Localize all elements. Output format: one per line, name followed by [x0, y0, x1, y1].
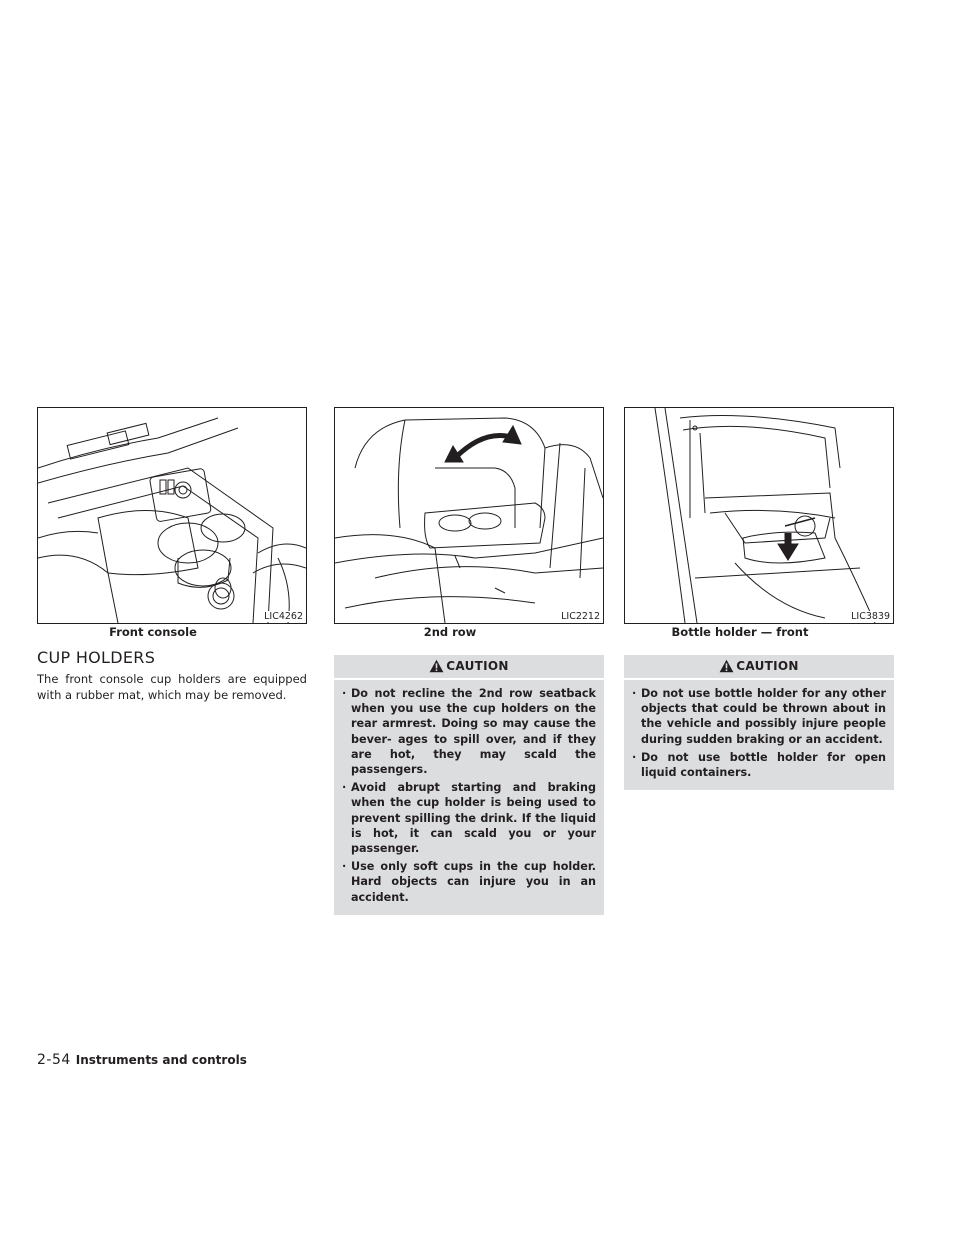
section-body: The front console cup holders are equipped with a rubber mat, which may be removed. [37, 672, 307, 702]
figure-caption: Front console [109, 625, 197, 639]
column-2 [334, 407, 604, 915]
column-3 [624, 407, 894, 790]
figure-caption: Bottle holder — front [671, 625, 809, 639]
section-heading: CUP HOLDERS [37, 648, 156, 667]
caution-header [334, 655, 604, 680]
caution-item: · Do not use bottle holder for any other objects that could be thrown about in the vehicle and possibly injure people during sudden braking or an accident. [632, 686, 886, 747]
caution-item: · Do not use bottle holder for open liquid containers. [632, 750, 886, 780]
figure-code: LIC4262 [264, 611, 303, 622]
figure-caption: 2nd row [423, 625, 477, 639]
caution-item: · Avoid abrupt starting and braking when the cup holder is being used to prevent spilling the drink. If the liquid is hot, it can scald you or your passenger. [342, 780, 596, 856]
caution-title: CAUTION [736, 659, 799, 673]
bottle-holder-illustration [625, 408, 893, 623]
figure-2nd-row [334, 407, 604, 624]
page-footer [37, 1052, 247, 1068]
figure-bottle-holder [624, 407, 894, 624]
second-row-illustration [335, 408, 603, 623]
caution-box-seatback [334, 655, 604, 915]
caution-list [334, 680, 604, 905]
caution-header [624, 655, 894, 680]
caution-box-bottle-holder [624, 655, 894, 790]
figure-front-console [37, 407, 307, 624]
caution-item: · Use only soft cups in the cup holder. Hard objects can injure you in an accident. [342, 859, 596, 905]
warning-icon [719, 659, 734, 673]
caution-list [624, 680, 894, 780]
front-console-illustration [38, 408, 306, 623]
caution-title: CAUTION [446, 659, 509, 673]
figure-code: LIC3839 [851, 611, 890, 622]
column-1 [37, 407, 307, 703]
page-number: 2-54 [37, 1052, 71, 1068]
footer-section-name: Instruments and controls [75, 1053, 247, 1067]
warning-icon [429, 659, 444, 673]
figure-code: LIC2212 [561, 611, 600, 622]
caution-item: · Do not recline the 2nd row seatback when you use the cup holders on the rear armrest. Doing so may cause the bever- ages to spill over, and if they are hot, they may scald the passengers. [342, 686, 596, 777]
